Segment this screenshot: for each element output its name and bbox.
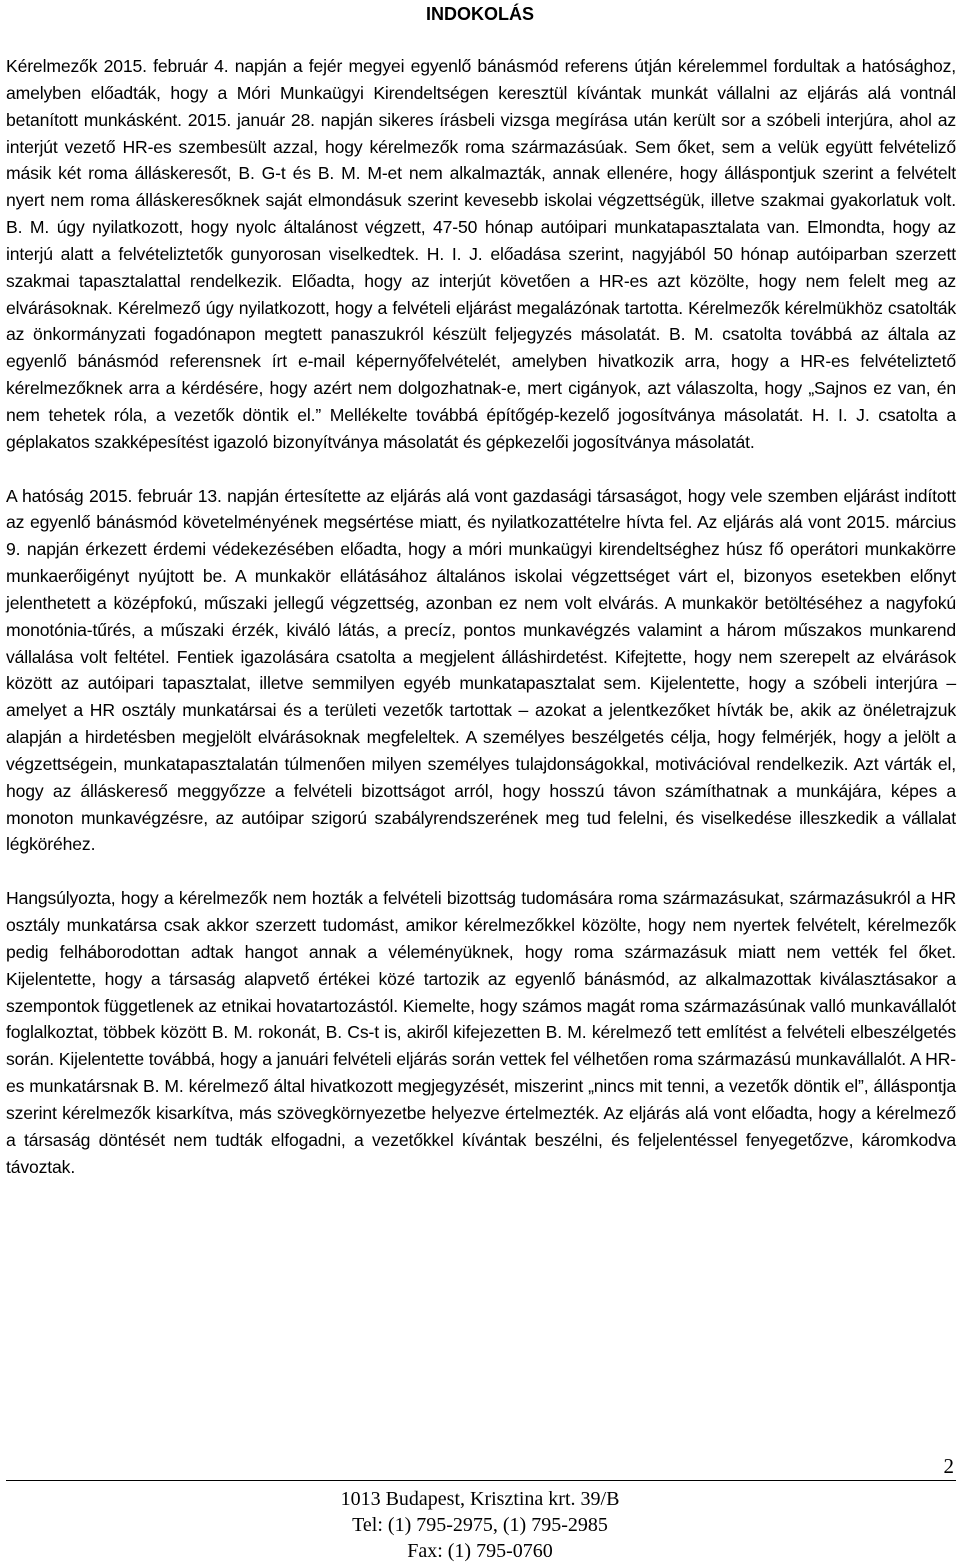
- page-title: INDOKOLÁS: [426, 4, 534, 24]
- document-body: [6, 53, 956, 1180]
- footer: [0, 1486, 960, 1564]
- paragraph-3: Hangsúlyozta, hogy a kérelmezők nem hozták a felvételi bizottság tudomására roma származásukat, származásukról a HR osztály munkatársa csak akkor szerzett tudomást, amikor kérelmezőkkel közölte, hogy nem nyertek felvételt, kérelmezők pedig felháborodottan adtak hangot annak a véleményüknek, hogy roma származásuk miatt nem vették fel őket. Kijelentette, hogy a társaság alapvető értékei közé tartozik az egyenlő bánásmód, az alkalmazottak kiválasztásakor a szempontok függetlenek az etnikai hovatartozástól. Kiemelte, hogy számos magát roma származásúnak valló munkavállalót foglalkoztat, többek között B. M. rokonát, B. Cs-t is, akiről kifejezetten B. M. kérelmező tett említést a felvételi elbeszélgetés során. Kijelentette továbbá, hogy a januári felvételi eljárás során vettek fel vélhetően roma származású munkavállalót. A HR-es munkatársnak B. M. kérelmező által hivatkozott megjegyzését, miszerint „nincs mit tenni, a vezetők döntik el”, álláspontja szerint kérelmezők kisarkítva, más szövegkörnyezetbe helyezve értelmezték. Az eljárás alá vont előadta, hogy a kérelmező a társaság döntését nem tudták elfogadni, a vezetőkkel kívántak beszélni, és feljelentéssel fenyegetőzve, káromkodva távoztak.: [6, 888, 956, 1177]
- paragraph-2: A hatóság 2015. február 13. napján értesítette az eljárás alá vont gazdasági társaságot, hogy vele szemben eljárást indított az egyenlő bánásmód követelményének megsértése miatt, és nyilatkozattételre hívta fel. Az eljárás alá vont 2015. március 9. napján érkezett érdemi védekezésében előadta, hogy a móri munkaügyi kirendeltséghez húsz fő operátori munkakörre munkaerőigényt nyújtott be. A munkakör ellátásához általános iskolai végzettséget várt el, bizonyos esetekben előnyt jelenthetett a középfokú, műszaki jellegű végzettség, azonban ez nem volt elvárás. A munkakör betöltéséhez a nagyfokú monotónia-tűrés, a műszaki érzék, kiváló látás, a precíz, pontos munkavégzés valamint a három műszakos munkarend vállalása volt feltétel. Fentiek igazolására csatolta a megjelent álláshirdetést. Kifejtette, hogy nem szerepelt az elvárások között az autóipari tapasztalat, illetve semmilyen egyéb munkatapasztalat sem. Kijelentette, hogy a szóbeli interjúra – amelyet a HR osztály munkatársai és a területi vezetők tartottak – azokat a jelentkezőket hívták be, akik az önéletrajzuk alapján a hirdetésben megjelölt elvárásoknak megfeleltek. A személyes beszélgetés célja, hogy felmérjék, hogy a jelölt a végzettségein, munkatapasztalatán túlmenően milyen személyes tulajdonságokkal, motivációval rendelkezik. Azt várták el, hogy az álláskereső meggyőzze a felvételi bizottságot arról, hogy hosszú távon számíthatnak a munkájára, képes a monoton munkavégzésre, az autóipar szigorú szabályrendszerének meg tud felelni, és viselkedése illeszkedik a vállalat légköréhez.: [6, 485, 956, 855]
- paragraph-1: Kérelmezők 2015. február 4. napján a fejér megyei egyenlő bánásmód referens útján kérelemmel fordultak a hatósághoz, amelyben előadták, hogy a Móri Munkaügyi Kirendeltségen keresztül kívántak munkát vállalni az eljárás alá vontnál betanított munkásként. 2015. január 28. napján sikeres írásbeli vizsga megírása után került sor a szóbeli interjúra, ahol az interjút vezető HR-es szembesült azzal, hogy kérelmezők roma származásúak. Sem őket, sem a velük együtt felvételiző másik két roma álláskeresőt, B. G-t és B. M. M-et nem alkalmazták, annak ellenére, hogy álláspontjuk szerint a felvételt nyert nem roma álláskeresőknek saját elmondásuk szerint kevesebb iskolai végzettségük, illetve szakmai gyakorlatuk volt. B. M. úgy nyilatkozott, hogy nyolc általánost végzett, 47-50 hónap autóipari munkatapasztalata van. Elmondta, hogy az interjú alatt a felvételiztetők gunyorosan viselkedtek. H. I. J. előadása szerint, nagyjából 50 hónap autóiparban szerzett szakmai tapasztalattal rendelkezik. Előadta, hogy az interjút követően a HR-es azt közölte, hogy nem felelt meg az elvárásoknak. Kérelmező úgy nyilatkozott, hogy a felvételi eljárást megalázónak tartotta. Kérelmezők kérelmükhöz csatolták az önkormányzati fogadónapon megtett panaszukról készült feljegyzés másolatát. B. M. csatolta továbbá az általa az egyenlő bánásmód referensnek írt e-mail képernyőfelvételét, amelyben hivatkozik arra, hogy a HR-es felvételiztető kérelmezőknek arra a kérdésére, hogy azért nem dolgozhatnak-e, mert cigányok, azt válaszolta, hogy „Sajnos ez van, én nem tehetek róla, a vezetők döntik el.” Mellékelte továbbá építőgép-kezelő jogosítványa másolatát. H. I. J. csatolta a géplakatos szakképesítést igazoló bizonyítványa másolatát és gépkezelői jogosítványa másolatát.: [6, 56, 956, 452]
- paragraph-gap: [6, 456, 956, 483]
- footer-address: 1013 Budapest, Krisztina krt. 39/B: [340, 1488, 620, 1510]
- footer-phone: Tel: (1) 795-2975, (1) 795-2985: [352, 1514, 608, 1536]
- paragraph-gap: [6, 858, 956, 885]
- footer-divider: [6, 1480, 956, 1481]
- footer-fax: Fax: (1) 795-0760: [407, 1540, 553, 1562]
- page-number: 2: [943, 1454, 954, 1478]
